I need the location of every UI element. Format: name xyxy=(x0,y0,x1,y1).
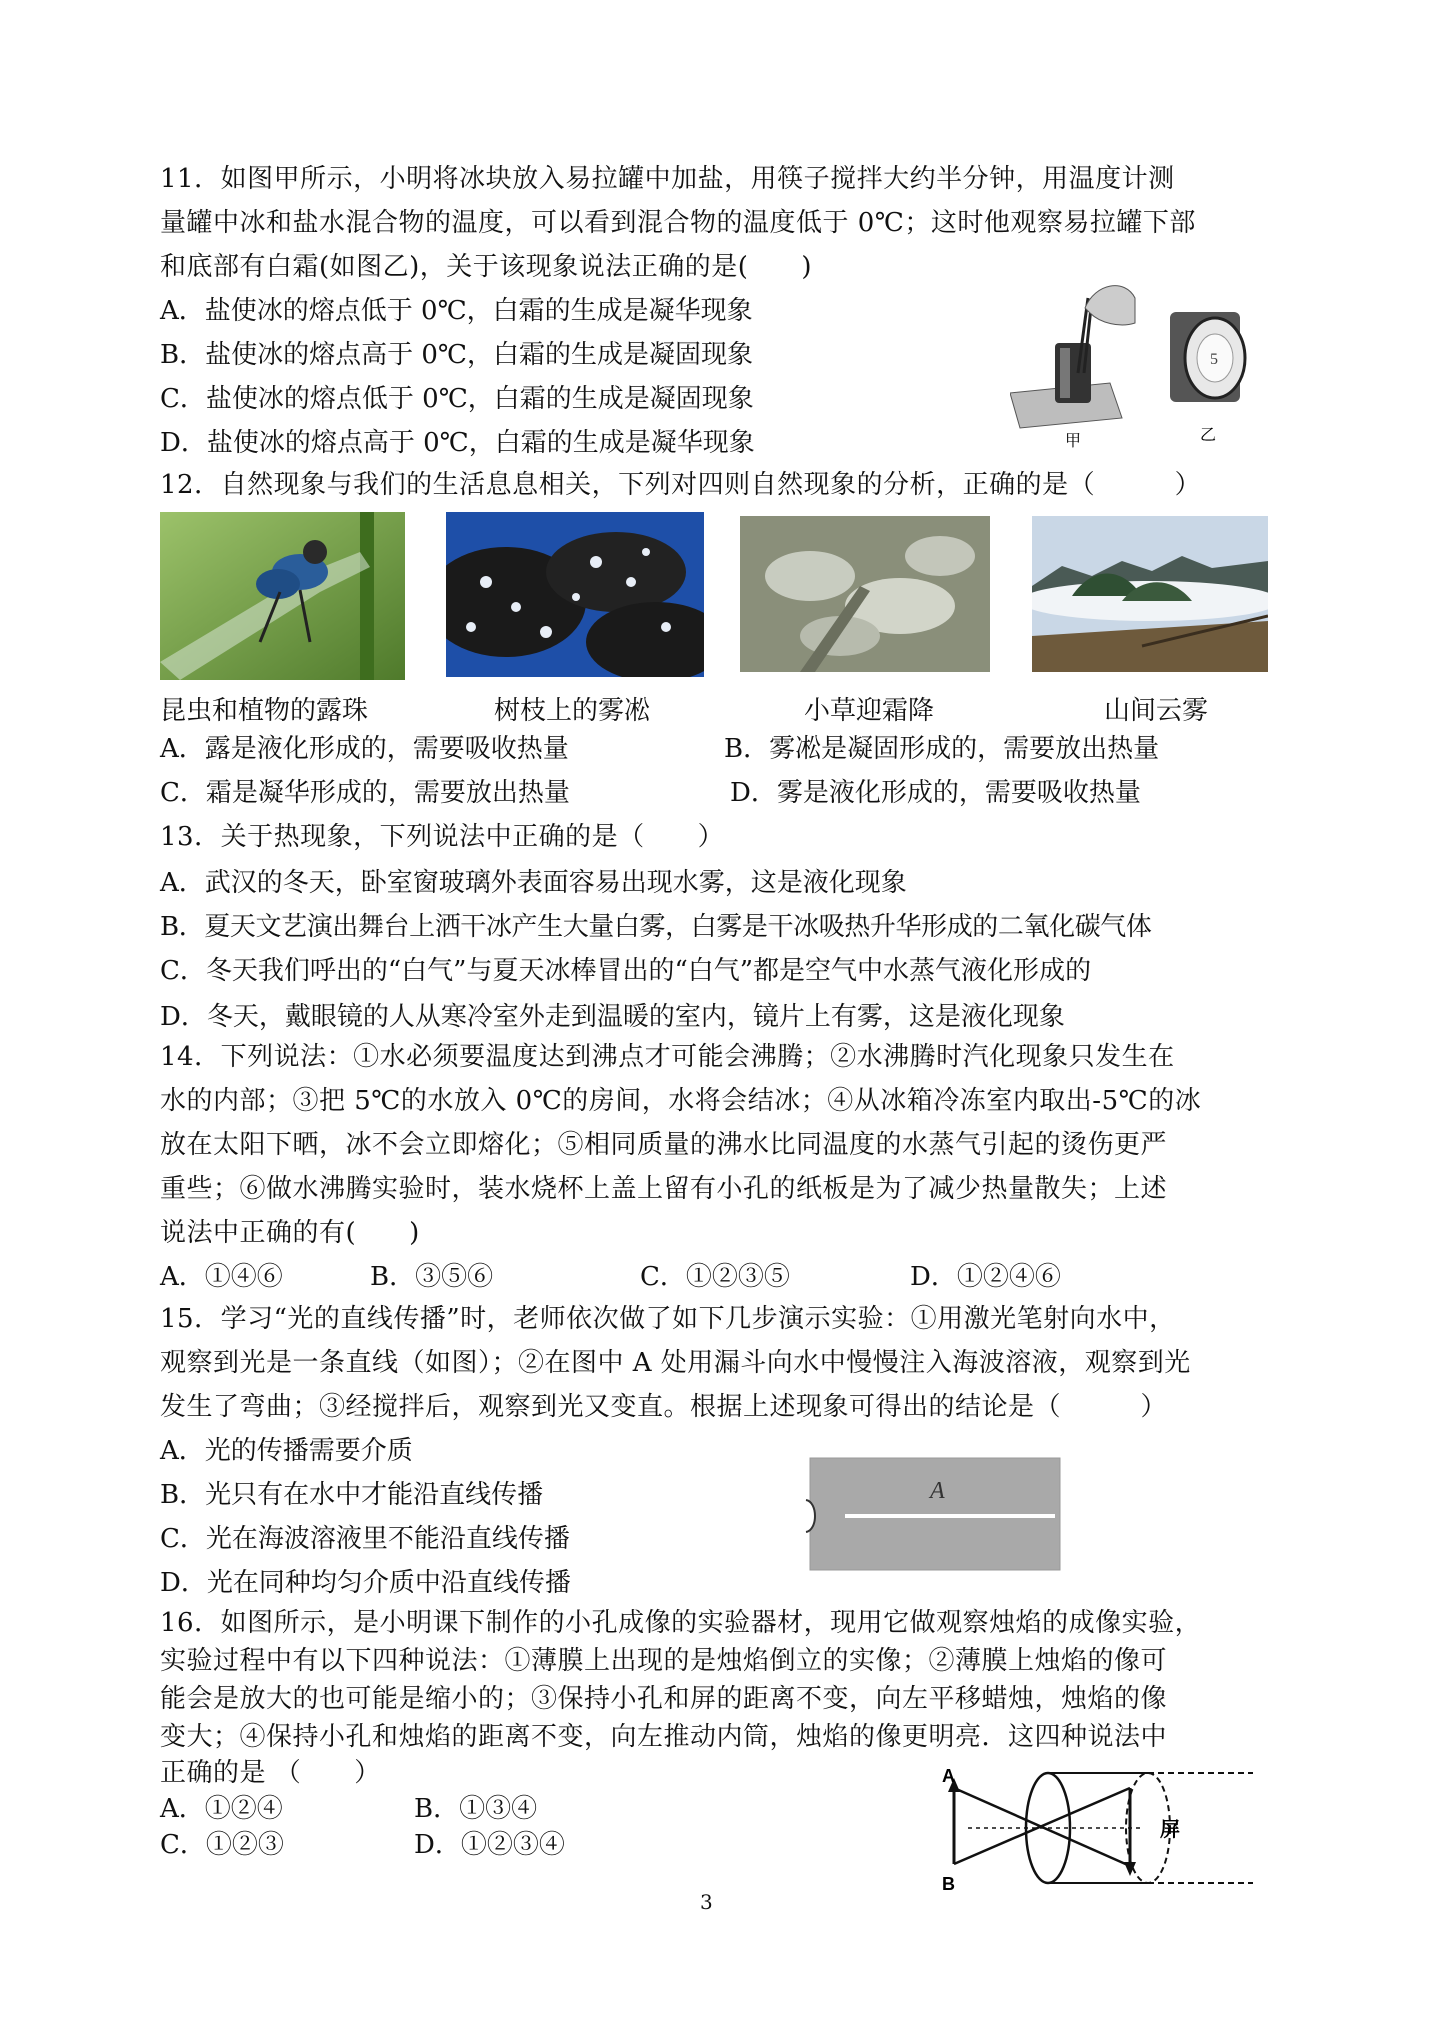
q15-option-b: B．光只有在水中才能沿直线传播 xyxy=(160,1480,544,1510)
q15-option-c: C．光在海波溶液里不能沿直线传播 xyxy=(160,1524,570,1554)
q15-option-a: A．光的传播需要介质 xyxy=(160,1436,413,1466)
q16-line-1: 16．如图所示，是小明课下制作的小孔成像的实验器材，现用它做观察烛焰的成像实验， xyxy=(160,1608,1202,1638)
q14-line-5: 说法中正确的有( ) xyxy=(160,1218,420,1248)
q16-option-d: D．①②③④ xyxy=(414,1830,565,1860)
q14-option-d: D．①②④⑥ xyxy=(910,1262,1061,1292)
q14-line-1: 14．下列说法：①水必须要温度达到沸点才可能会沸腾；②水沸腾时汽化现象只发生在 xyxy=(160,1042,1175,1072)
pinhole-label-a: A xyxy=(942,1766,955,1786)
q11-line-2: 量罐中冰和盐水混合物的温度，可以看到混合物的温度低于 0℃；这时他观察易拉罐下部 xyxy=(160,208,1196,238)
q14-line-2: 水的内部；③把 5℃的水放入 0℃的房间，水将会结冰；④从冰箱冷冻室内取出-5℃的冰 xyxy=(160,1086,1202,1116)
q13-option-a: A．武汉的冬天，卧室窗玻璃外表面容易出现水雾，这是液化现象 xyxy=(160,868,907,898)
page-number: 3 xyxy=(700,1890,713,1914)
pinhole-label-screen: 屏 xyxy=(1160,1817,1180,1841)
figure-laser-label-a: A xyxy=(930,1478,945,1504)
photo-clouds-in-mountains xyxy=(1032,516,1268,672)
q13-option-d: D．冬天，戴眼镜的人从寒冷室外走到温暖的室内，镜片上有雾，这是液化现象 xyxy=(160,1002,1065,1032)
q12-caption-fog: 山间云雾 xyxy=(1104,696,1209,726)
q16-option-b: B．①③④ xyxy=(414,1794,538,1824)
q11-option-a: A．盐使冰的熔点低于 0℃，白霜的生成是凝华现象 xyxy=(160,296,753,326)
q15-line-1: 15．学习“光的直线传播”时，老师依次做了如下几步演示实验：①用激光笔射向水中， xyxy=(160,1304,1176,1334)
q14-line-3: 放在太阳下晒，冰不会立即熔化；⑤相同质量的沸水比同温度的水蒸气引起的烫伤更严 xyxy=(160,1130,1168,1160)
q14-option-c: C．①②③⑤ xyxy=(640,1262,790,1292)
figure-yi-label: 乙 xyxy=(1200,427,1217,444)
q16-line-5: 正确的是 （ ） xyxy=(160,1758,381,1788)
q11-option-d: D．盐使冰的熔点高于 0℃，白霜的生成是凝华现象 xyxy=(160,428,755,458)
q14-option-a: A．①④⑥ xyxy=(160,1262,283,1292)
figure-jia-label: 甲 xyxy=(1065,433,1082,448)
q12-caption-rime: 树枝上的雾凇 xyxy=(494,696,651,726)
photo-rime-on-branches xyxy=(446,512,704,677)
q12-option-a: A．露是液化形成的，需要吸收热量 xyxy=(160,734,569,764)
q14-line-4: 重些；⑥做水沸腾实验时，装水烧杯上盖上留有小孔的纸板是为了减少热量散失；上述 xyxy=(160,1174,1168,1204)
q12-option-c: C．霜是凝华形成的，需要放出热量 xyxy=(160,778,570,808)
q11-option-b: B．盐使冰的熔点高于 0℃，白霜的生成是凝固现象 xyxy=(160,340,753,370)
q16-line-3: 能会是放大的也可能是缩小的；③保持小孔和屏的距离不变，向左平移蜡烛，烛焰的像 xyxy=(160,1684,1168,1714)
q11-option-c: C．盐使冰的熔点低于 0℃，白霜的生成是凝固现象 xyxy=(160,384,754,414)
q16-line-4: 变大；④保持小孔和烛焰的距离不变，向左推动内筒，烛焰的像更明亮．这四种说法中 xyxy=(160,1722,1168,1752)
q11-line-1: 11．如图甲所示，小明将冰块放入易拉罐中加盐，用筷子搅拌大约半分钟，用温度计测 xyxy=(160,164,1175,194)
figure-pinhole-camera xyxy=(938,1766,1268,1892)
q15-option-d: D．光在同种均匀介质中沿直线传播 xyxy=(160,1568,571,1598)
q12-option-b: B．雾凇是凝固形成的，需要放出热量 xyxy=(724,734,1160,764)
photo-dew-on-insect xyxy=(160,512,405,680)
q13-option-b: B．夏天文艺演出舞台上洒干冰产生大量白雾，白雾是干冰吸热升华形成的二氧化碳气体 xyxy=(160,912,1152,942)
photo-frost-on-grass xyxy=(740,516,990,672)
figure-jia-can-stirring xyxy=(1010,278,1140,448)
q11-line-3: 和底部有白霜(如图乙)，关于该现象说法正确的是( ) xyxy=(160,252,813,282)
q16-line-2: 实验过程中有以下四种说法：①薄膜上出现的是烛焰倒立的实像；②薄膜上烛焰的像可 xyxy=(160,1646,1168,1676)
figure-yi-can-frost xyxy=(1160,300,1260,450)
q12-option-d: D．雾是液化形成的，需要吸收热量 xyxy=(730,778,1141,808)
svg-text:5: 5 xyxy=(1210,351,1218,368)
q13-stem: 13．关于热现象，下列说法中正确的是（ ） xyxy=(160,822,725,852)
q16-option-a: A．①②④ xyxy=(160,1794,283,1824)
q15-line-2: 观察到光是一条直线（如图）；②在图中 A 处用漏斗向水中慢慢注入海波溶液，观察到光 xyxy=(160,1348,1191,1378)
q15-line-3: 发生了弯曲；③经搅拌后，观察到光又变直。根据上述现象可得出的结论是（ ） xyxy=(160,1392,1168,1422)
pinhole-label-b: B xyxy=(942,1874,955,1892)
q12-stem: 12．自然现象与我们的生活息息相关，下列对四则自然现象的分析，正确的是（ ） xyxy=(160,470,1202,500)
q13-option-c: C．冬天我们呼出的“白气”与夏天冰棒冒出的“白气”都是空气中水蒸气液化形成的 xyxy=(160,956,1092,986)
figure-laser-in-water-tank xyxy=(800,1450,1070,1580)
q12-caption-frost: 小草迎霜降 xyxy=(804,696,935,726)
q14-option-b: B．③⑤⑥ xyxy=(370,1262,494,1292)
q16-option-c: C．①②③ xyxy=(160,1830,284,1860)
q12-caption-dew: 昆虫和植物的露珠 xyxy=(160,696,369,726)
